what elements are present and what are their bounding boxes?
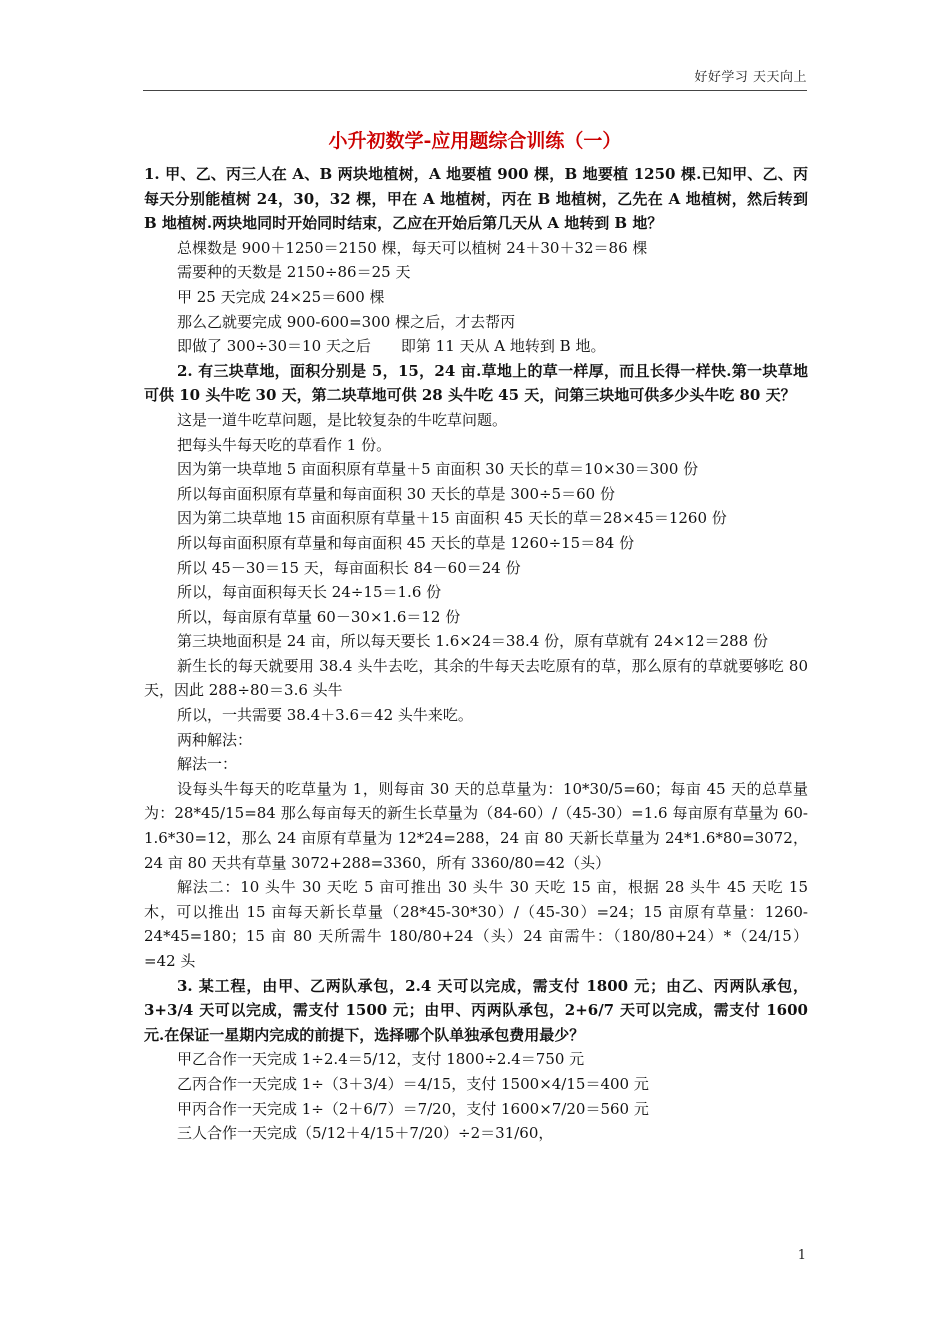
answer-line: 因为第一块草地 5 亩面积原有草量＋5 亩面积 30 天长的草＝10×30＝300 份 [177,460,699,479]
question-1: 1. 甲、乙、丙三人在 A、B 两块地植树，A 地要植 900 棵，B 地要植 1250 棵.已知甲、乙、丙每天分别能植树 24，30，32 棵，甲在 A 地植树，丙在 B 地植树，乙先在 A 地植树，然后转到 B 地植树.两块地同时开始同时结束，乙应在开始后第几天从 A 地转到 B 地？ [144,165,808,233]
answer-line: 两种解法： [177,730,253,749]
question-2: 2. 有三块草地，面积分别是 5，15，24 亩.草地上的草一样厚，而且长得一样快.第一块草地可供 10 头牛吃 30 天，第二块草地可供 28 头牛吃 45 天，问第三块地可供多少头牛吃 80 天？ [144,361,808,405]
header-rule [143,90,807,91]
document-body [144,162,808,1146]
answer-line: 即做了 300÷30＝10 天之后 即第 11 天从 A 地转到 B 地。 [177,337,606,356]
answer-line: 解法一： [177,755,238,774]
answer-line: 第三块地面积是 24 亩，所以每天要长 1.6×24＝38.4 份，原有草就有 24×12＝288 份 [177,632,768,651]
answer-line: 那么乙就要完成 900-600=300 棵之后，才去帮丙 [177,312,516,331]
page-number: 1 [797,1248,806,1263]
answer-line: 所以，一共需要 38.4＋3.6＝42 头牛来吃。 [177,706,473,725]
answer-line: 所以，每亩面积每天长 24÷15＝1.6 份 [177,583,442,602]
answer-line: 总棵数是 900＋1250＝2150 棵，每天可以植树 24＋30＋32＝86 棵 [177,238,648,257]
answer-line: 甲 25 天完成 24×25＝600 棵 [177,287,385,306]
answer-line: 所以每亩面积原有草量和每亩面积 45 天长的草是 1260÷15＝84 份 [177,533,635,552]
answer-line: 把每头牛每天吃的草看作 1 份。 [177,435,392,454]
answer-line: 所以，每亩原有草量 60－30×1.6＝12 份 [177,607,461,626]
answer-line: 因为第二块草地 15 亩面积原有草量＋15 亩面积 45 天长的草＝28×45＝1260 份 [177,509,727,528]
answer-line: 乙丙合作一天完成 1÷（3＋3/4）＝4/15，支付 1500×4/15＝400 元 [177,1074,649,1093]
answer-line: 三人合作一天完成（5/12＋4/15＋7/20）÷2＝31/60， [177,1124,554,1143]
page-title: 小升初数学-应用题综合训练（一） [328,130,622,152]
answer-line: 这是一道牛吃草问题，是比较复杂的牛吃草问题。 [177,410,508,429]
answer-line: 新生长的每天就要用 38.4 头牛去吃，其余的牛每天去吃原有的草，那么原有的草就要够吃 80 天，因此 288÷80＝3.6 头牛 [144,656,808,700]
answer-line: 所以每亩面积原有草量和每亩面积 30 天长的草是 300÷5＝60 份 [177,484,615,503]
answer-line: 所以 45－30＝15 天，每亩面积长 84－60＝24 份 [177,558,521,577]
header-tagline: 好好学习 天天向上 [694,70,807,85]
solution-method-1: 设每头牛每天的吃草量为 1，则每亩 30 天的总草量为：10*30/5=60；每亩 45 天的总草量为：28*45/15=84 那么每亩每天的新生长草量为（84-60）/（45-30）=1.6 每亩原有草量为 60-1.6*30=12，那么 24 亩原有草量为 12*24=288，24 亩 80 天新长草量为 24*1.6*80=3072，24 亩 80 天共有草量 3072+288=3360，所有 3360/80=42（头） [144,779,808,872]
solution-method-2: 解法二：10 头牛 30 天吃 5 亩可推出 30 头牛 30 天吃 15 亩，根据 28 头牛 45 天吃 15 木，可以推出 15 亩每天新长草量（28*45-30*30）/（45-30）=24；15 亩原有草量：1260-24*45=180；15 亩 80 天所需牛 180/80+24（头）24 亩需牛：（180/80+24）*（24/15）=42 头 [144,878,808,970]
answer-line: 甲丙合作一天完成 1÷（2＋6/7）＝7/20，支付 1600×7/20＝560 元 [177,1099,649,1118]
question-3: 3. 某工程，由甲、乙两队承包，2.4 天可以完成，需支付 1800 元；由乙、丙两队承包，3+3/4 天可以完成，需支付 1500 元；由甲、丙两队承包，2+6/7 天可以完成，需支付 1600 元.在保证一星期内完成的前提下，选择哪个队单独承包费用最少？ [144,976,808,1044]
answer-line: 需要种的天数是 2150÷86＝25 天 [177,263,411,282]
answer-line: 甲乙合作一天完成 1÷2.4＝5/12，支付 1800÷2.4＝750 元 [177,1050,585,1069]
